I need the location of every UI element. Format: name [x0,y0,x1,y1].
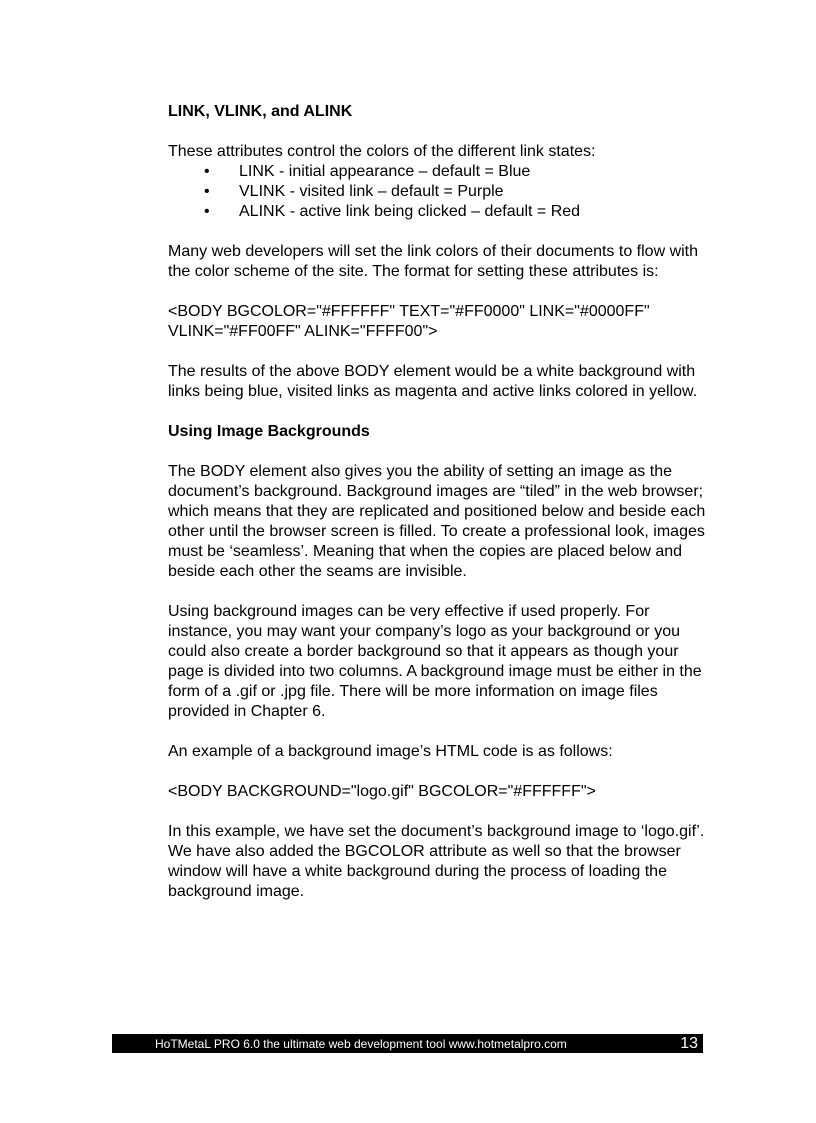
link-states-intro: These attributes control the colors of the different link states: [168,143,596,160]
link-states-list [168,162,708,222]
list-item: • LINK - initial appearance – default = Blue [204,162,708,182]
section-heading-image-backgrounds: Using Image Backgrounds [168,423,370,440]
paragraph-results: The results of the above BODY element would be a white background with links being blue, visited links as magenta and active links colored in yellow. [168,363,698,400]
code-example-body-background: <BODY BACKGROUND="logo.gif" BGCOLOR="#FFFFFF"> [168,783,596,800]
list-item: • VLINK - visited link – default = Purple [204,182,708,202]
footer-text: HoTMetaL PRO 6.0 the ultimate web development tool www.hotmetalpro.com [155,1037,567,1051]
list-item: • ALINK - active link being clicked – default = Red [204,202,708,222]
section-heading-link-attributes: LINK, VLINK, and ALINK [168,103,353,120]
paragraph-example-intro: An example of a background image’s HTML code is as follows: [168,743,613,760]
paragraph-background-usage: Using background images can be very effective if used properly. For instance, you may want your company’s logo as your background or you could also create a border background so that it appears as though your page is divided into two columns. A background image must be either in the form of a .gif or .jpg file. There will be more information on image files provided in Chapter 6. [168,603,702,720]
paragraph-example-explanation: In this example, we have set the document’s background image to ‘logo.gif’. We have also added the BGCOLOR attribute as well so that the browser window will have a white background during the process of loading the background image. [168,823,705,900]
page-body [168,102,708,922]
paragraph-link-colors: Many web developers will set the link colors of their documents to flow with the color scheme of the site. The format for setting these attributes is: [168,243,699,280]
page-number: 13 [680,1035,698,1052]
code-example-body-link: <BODY BGCOLOR="#FFFFFF" TEXT="#FF0000" LINK="#0000FF" VLINK="#FF00FF" ALINK="FFFF00"> [168,303,650,340]
paragraph-background-intro: The BODY element also gives you the ability of setting an image as the document’s background. Background images are “tiled” in the web browser; which means that they are replicated and positioned below and beside each other until the browser screen is filled. To create a professional look, images must be ‘seamless’. Meaning that when the copies are placed below and beside each other the seams are invisible. [168,463,706,580]
page-footer [112,1034,703,1053]
